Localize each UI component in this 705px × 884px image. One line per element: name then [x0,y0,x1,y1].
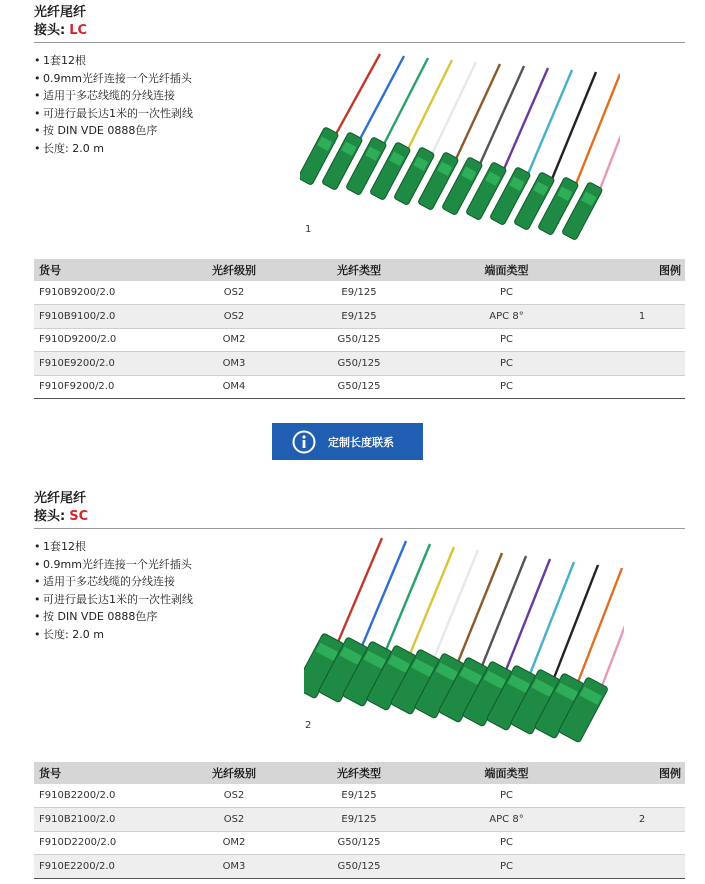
sc-pigtail-photo [304,532,624,756]
connector-value: LC [69,23,88,38]
feature-item: • 按 DIN VDE 0888色序 [34,122,685,140]
table-row [34,328,685,352]
cell-figure [599,784,685,808]
cell-part-no: F910E9200/2.0 [34,352,164,376]
fiber-line [338,538,382,642]
cta-label: 定制长度联系 [328,435,394,449]
fiber-line [360,56,404,139]
section-title: 光纤尾纤 [34,491,87,506]
cell-figure [599,352,685,376]
table-row [34,808,685,832]
col-header-fiber-type: 光纤类型 [304,259,414,281]
pigtail [562,76,620,240]
cell-fiber-type: G50/125 [304,855,414,879]
cell-part-no: F910D9200/2.0 [34,328,164,352]
cell-fiber-type: G50/125 [304,352,414,376]
cell-fiber-grade: OS2 [164,305,304,329]
cell-fiber-grade: OM3 [164,855,304,879]
table-header-row [34,259,685,281]
col-header-fiber-grade: 光纤级别 [164,259,304,281]
fiber-line [554,565,598,678]
feature-item: • 适用于多芯线缆的分线连接 [34,573,685,591]
cell-part-no: F910B9100/2.0 [34,305,164,329]
feature-item: • 1套12根 [34,52,685,70]
fiber-line [506,559,550,670]
connector-line [34,508,685,526]
figure-number: 1 [305,224,312,235]
table-row [34,375,685,399]
feature-item: • 适用于多芯线缆的分线连接 [34,87,685,105]
feature-item: • 可进行最长达1米的一次性剥线 [34,105,685,123]
cell-part-no: F910F9200/2.0 [34,375,164,399]
connector-line [34,22,685,40]
feature-item: • 长度: 2.0 m [34,140,685,158]
cell-part-no: F910B2100/2.0 [34,808,164,832]
fiber-line [530,562,574,674]
col-header-fiber-grade: 光纤级别 [164,762,304,784]
fiber-line [576,74,620,184]
feature-item: • 按 DIN VDE 0888色序 [34,608,685,626]
spec-table-sc [34,762,685,879]
table-row [34,855,685,879]
fiber-line [410,547,454,654]
cell-fiber-grade: OM4 [164,375,304,399]
cell-figure [599,855,685,879]
pigtail [558,571,624,743]
connector-label: 接头: [34,509,66,524]
cell-endface: PC [414,831,599,855]
fiber-line [432,62,476,154]
fiber-line [386,544,430,650]
fiber-line [362,541,406,646]
fiber-line [434,550,478,658]
info-icon [292,430,316,454]
cell-part-no: F910B2200/2.0 [34,784,164,808]
divider [34,528,685,529]
figure-number: 2 [305,720,312,731]
section-title: 光纤尾纤 [34,5,87,20]
spec-table-lc [34,259,685,399]
fiber-line [552,72,596,179]
fiber-line [456,64,500,159]
table-row [34,352,685,376]
fiber-line [384,58,428,144]
cell-fiber-grade: OS2 [164,784,304,808]
col-header-part-no: 货号 [34,259,164,281]
col-header-part-no: 货号 [34,762,164,784]
feature-item: • 可进行最长达1米的一次性剥线 [34,591,685,609]
fiber-line [578,568,622,682]
table-header-row [34,762,685,784]
cell-fiber-type: E9/125 [304,305,414,329]
feature-item: • 0.9mm光纤连接一个光纤插头 [34,70,685,88]
connector-label: 接头: [34,23,66,38]
cell-figure [599,375,685,399]
cell-fiber-type: E9/125 [304,808,414,832]
cell-fiber-type: G50/125 [304,831,414,855]
cell-endface: PC [414,855,599,879]
lc-pigtail-photo [300,44,620,240]
cell-fiber-type: G50/125 [304,375,414,399]
cell-endface: PC [414,328,599,352]
cell-fiber-grade: OM2 [164,831,304,855]
col-header-figure: 图例 [599,762,685,784]
cell-endface: APC 8° [414,808,599,832]
fiber-line [336,54,380,134]
table-row [34,281,685,305]
col-header-endface: 端面类型 [414,259,599,281]
feature-item: • 1套12根 [34,538,685,556]
fiber-line [600,76,620,189]
cell-figure [599,831,685,855]
cell-fiber-type: E9/125 [304,784,414,808]
cell-part-no: F910E2200/2.0 [34,855,164,879]
cell-figure: 2 [599,808,685,832]
cell-endface: APC 8° [414,305,599,329]
cell-endface: PC [414,784,599,808]
fiber-line [504,68,548,169]
cell-part-no: F910D2200/2.0 [34,831,164,855]
fiber-line [408,60,452,149]
feature-item: • 0.9mm光纤连接一个光纤插头 [34,556,685,574]
divider [34,42,685,43]
custom-length-contact-button[interactable] [272,423,423,460]
table-row [34,831,685,855]
cell-fiber-grade: OS2 [164,281,304,305]
fiber-line [458,553,502,662]
cell-figure [599,281,685,305]
cell-fiber-type: G50/125 [304,328,414,352]
col-header-fiber-type: 光纤类型 [304,762,414,784]
cell-figure [599,328,685,352]
feature-item: • 长度: 2.0 m [34,626,685,644]
table-row [34,784,685,808]
cell-fiber-grade: OS2 [164,808,304,832]
cell-endface: PC [414,281,599,305]
cell-part-no: F910B9200/2.0 [34,281,164,305]
cell-endface: PC [414,375,599,399]
col-header-figure: 图例 [599,259,685,281]
connector-value: SC [69,509,89,524]
fiber-line [482,556,526,666]
fiber-line [480,66,524,164]
cell-fiber-type: E9/125 [304,281,414,305]
fiber-line [528,70,572,174]
cell-fiber-grade: OM3 [164,352,304,376]
cell-figure: 1 [599,305,685,329]
col-header-endface: 端面类型 [414,762,599,784]
cell-endface: PC [414,352,599,376]
table-row [34,305,685,329]
cell-fiber-grade: OM2 [164,328,304,352]
